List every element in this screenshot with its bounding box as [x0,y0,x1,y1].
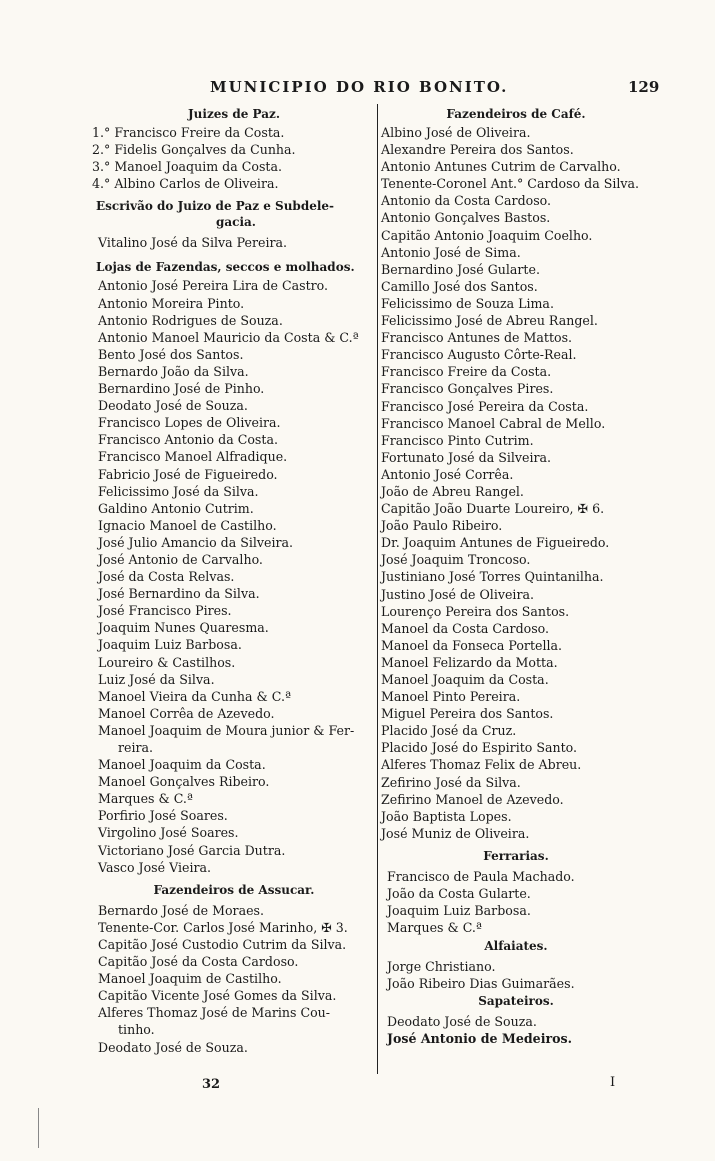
list-item: Francisco Augusto Côrte-Real. [381,347,577,363]
list-item: Manoel da Fonseca Portella. [381,637,563,653]
page-title: MUNICIPIO DO RIO BONITO. [210,78,509,96]
list-item: Felicissimo de Souza Lima. [381,295,554,311]
running-head [0,78,715,102]
list-item: Fortunato José da Silveira. [381,449,552,465]
list-item-continuation: reira. [118,740,154,755]
list-item: Jorge Christiano. [387,959,496,975]
list-item: Francisco Manoel Alfradique. [98,449,288,465]
list-item: Francisco Antonio da Costa. [98,432,278,448]
list-item: Marques & C.ª [98,791,193,807]
section-heading-ferrarias: Ferrarias. [483,848,549,863]
list-item: Manoel Felizardo da Motta. [381,654,558,670]
list-item: Manoel Joaquim de Castilho. [98,971,282,987]
signature-mark: 32 [202,1077,221,1092]
section-heading-lojas: Lojas de Fazendas, seccos e molhados. [96,260,355,275]
list-item: Justiniano José Torres Quintanilha. [381,569,604,585]
list-item: Felicissimo José da Silva. [98,483,259,499]
list-item: Felicissimo José de Abreu Rangel. [381,313,598,329]
list-item: Zefirino Manoel de Azevedo. [381,791,564,807]
list-item: Bernardino José Gularte. [381,261,540,277]
list-item: Capitão José Custodio Cutrim da Silva. [98,936,347,952]
list-assucar [92,902,376,1056]
list-item: Bernardino José de Pinho. [98,381,265,397]
list-lojas [92,277,376,875]
list-item: Francisco Pinto Cutrim. [381,432,534,448]
list-alfaiates [381,958,651,992]
list-item: Manoel da Costa Cardoso. [381,620,550,636]
list-item: 1.° Francisco Freire da Costa. [92,125,285,140]
list-item: Victoriano José Garcia Dutra. [98,842,286,858]
list-item: José Bernardino da Silva. [98,586,260,602]
section-heading-alfaiates: Alfaiates. [484,939,548,954]
list-item: Placido José da Cruz. [381,723,517,739]
list-item: Manoel Corrêa de Azevedo. [98,705,275,721]
list-item: Bento José dos Santos. [98,346,244,362]
page-edge-line [38,1108,39,1148]
list-item: Manoel Gonçalves Ribeiro. [98,774,270,790]
list-escrivao [92,234,376,251]
list-item: Joaquim Luiz Barbosa. [98,637,242,653]
list-item: João de Abreu Rangel. [381,483,524,499]
list-item: Camillo José dos Santos. [381,278,538,294]
list-item: Francisco Antunes de Mattos. [381,330,573,346]
footer-mark: I [610,1075,616,1090]
list-item: Capitão Vicente José Gomes da Silva. [98,988,337,1004]
section-heading-assucar: Fazendeiros de Assucar. [153,882,315,897]
list-item: Vasco José Vieira. [98,859,212,875]
list-item: Joaquim Luiz Barbosa. [387,903,531,919]
list-item: Zefirino José da Silva. [381,774,521,790]
list-item: Antonio da Costa Cardoso. [381,193,552,209]
list-item: Alferes Thomaz Felix de Abreu. [381,757,582,773]
list-item: Vitalino José da Silva Pereira. [98,235,288,251]
list-item: Manoel Joaquim da Costa. [98,757,266,773]
column-divider [377,104,378,1074]
heading-line: Escrivão do Juizo de Paz e Subdele- [96,199,335,214]
list-item: José Julio Amancio da Silveira. [98,534,294,550]
list-item: Alexandre Pereira dos Santos. [381,142,574,158]
list-item: João Baptista Lopes. [381,808,512,824]
section-heading-cafe: Fazendeiros de Café. [446,107,586,121]
list-item: Deodato José de Souza. [387,1013,537,1029]
list-juizes [92,124,376,192]
list-item: Capitão Antonio Joaquim Coelho. [381,227,593,243]
list-item: Tenente-Cor. Carlos José Marinho, ✠ 3. [98,919,348,935]
list-item: Capitão José da Costa Cardoso. [98,954,299,970]
list-item: Justino José de Oliveira. [381,586,534,602]
list-sapateiros [381,1013,651,1047]
list-item: José da Costa Relvas. [98,569,235,585]
list-item: Lourenço Pereira dos Santos. [381,603,570,619]
list-item: Deodato José de Souza. [98,1039,248,1055]
list-item: Antonio José Pereira Lira de Castro. [98,278,329,294]
list-item: Marques & C.ª [387,920,482,936]
list-item: Fabricio José de Figueiredo. [98,466,278,482]
list-item: 2.° Fidelis Gonçalves da Cunha. [92,142,296,158]
list-item: Manoel Pinto Pereira. [381,689,521,705]
list-item: José Antonio de Medeiros. [387,1030,572,1046]
list-item: Loureiro & Castilhos. [98,654,236,670]
list-item: 3.° Manoel Joaquim da Costa. [92,159,283,175]
list-item: Manoel Joaquim de Moura junior & Fer- [98,722,355,738]
list-item: Bernardo João da Silva. [98,363,249,379]
list-item: José Francisco Pires. [98,603,232,619]
list-item: Francisco Lopes de Oliveira. [98,415,281,431]
list-item: Francisco José Pereira da Costa. [381,398,589,414]
list-item: José Joaquim Troncoso. [381,552,531,568]
list-item: Joaquim Nunes Quaresma. [98,620,269,636]
list-item: Manoel Joaquim da Costa. [381,672,549,687]
list-item: Tenente-Coronel Ant.° Cardoso da Silva. [381,176,640,192]
list-item: 4.° Albino Carlos de Oliveira. [92,176,279,192]
list-item: Galdino Antonio Cutrim. [98,500,254,516]
heading-line: gacia. [216,215,256,230]
list-item: Porfirio José Soares. [98,808,228,824]
list-item: Miguel Pereira dos Santos. [381,706,554,722]
list-item: Francisco Manoel Cabral de Mello. [381,415,606,431]
list-item: Antonio Rodrigues de Souza. [98,312,283,328]
list-item: Francisco de Paula Machado. [387,868,575,884]
list-item: Placido José do Espirito Santo. [381,740,578,756]
list-item: Deodato José de Souza. [98,398,248,414]
list-item: Ignacio Manoel de Castilho. [98,517,277,533]
list-item: Antonio José Corrêa. [381,466,514,482]
right-column [381,104,651,1047]
list-cafe [381,124,651,842]
list-item-continuation: tinho. [118,1022,155,1038]
page-number: 129 [628,78,660,96]
section-heading-escrivao [92,198,376,230]
list-item: José Muniz de Oliveira. [381,825,530,841]
list-ferrarias [381,868,651,936]
list-item: Antonio Gonçalves Bastos. [381,210,551,226]
list-item: João da Costa Gularte. [387,886,531,902]
left-column [92,104,376,1056]
list-item: João Ribeiro Dias Guimarães. [387,976,575,992]
list-item: Albino José de Oliveira. [381,125,531,140]
list-item: Antonio Manoel Mauricio da Costa & C.ª [98,329,359,345]
list-item: Antonio Moreira Pinto. [98,295,245,311]
list-item: Manoel Vieira da Cunha & C.ª [98,688,291,704]
list-item: Antonio Antunes Cutrim de Carvalho. [381,159,621,175]
list-item: Bernardo José de Moraes. [98,902,265,918]
list-item: Dr. Joaquim Antunes de Figueiredo. [381,535,610,551]
list-item: Francisco Freire da Costa. [381,364,552,380]
section-heading-sapateiros: Sapateiros. [478,993,554,1008]
list-item: Capitão João Duarte Loureiro, ✠ 6. [381,501,605,517]
list-item: Luiz José da Silva. [98,671,215,687]
section-heading-juizes: Juizes de Paz. [187,107,280,121]
list-item: João Paulo Ribeiro. [381,518,503,534]
list-item: Alferes Thomaz José de Marins Cou- [98,1005,331,1021]
list-item: Virgolino José Soares. [98,825,239,841]
list-item: Francisco Gonçalves Pires. [381,381,554,397]
list-item: José Antonio de Carvalho. [98,551,263,567]
list-item: Antonio José de Sima. [381,244,521,260]
